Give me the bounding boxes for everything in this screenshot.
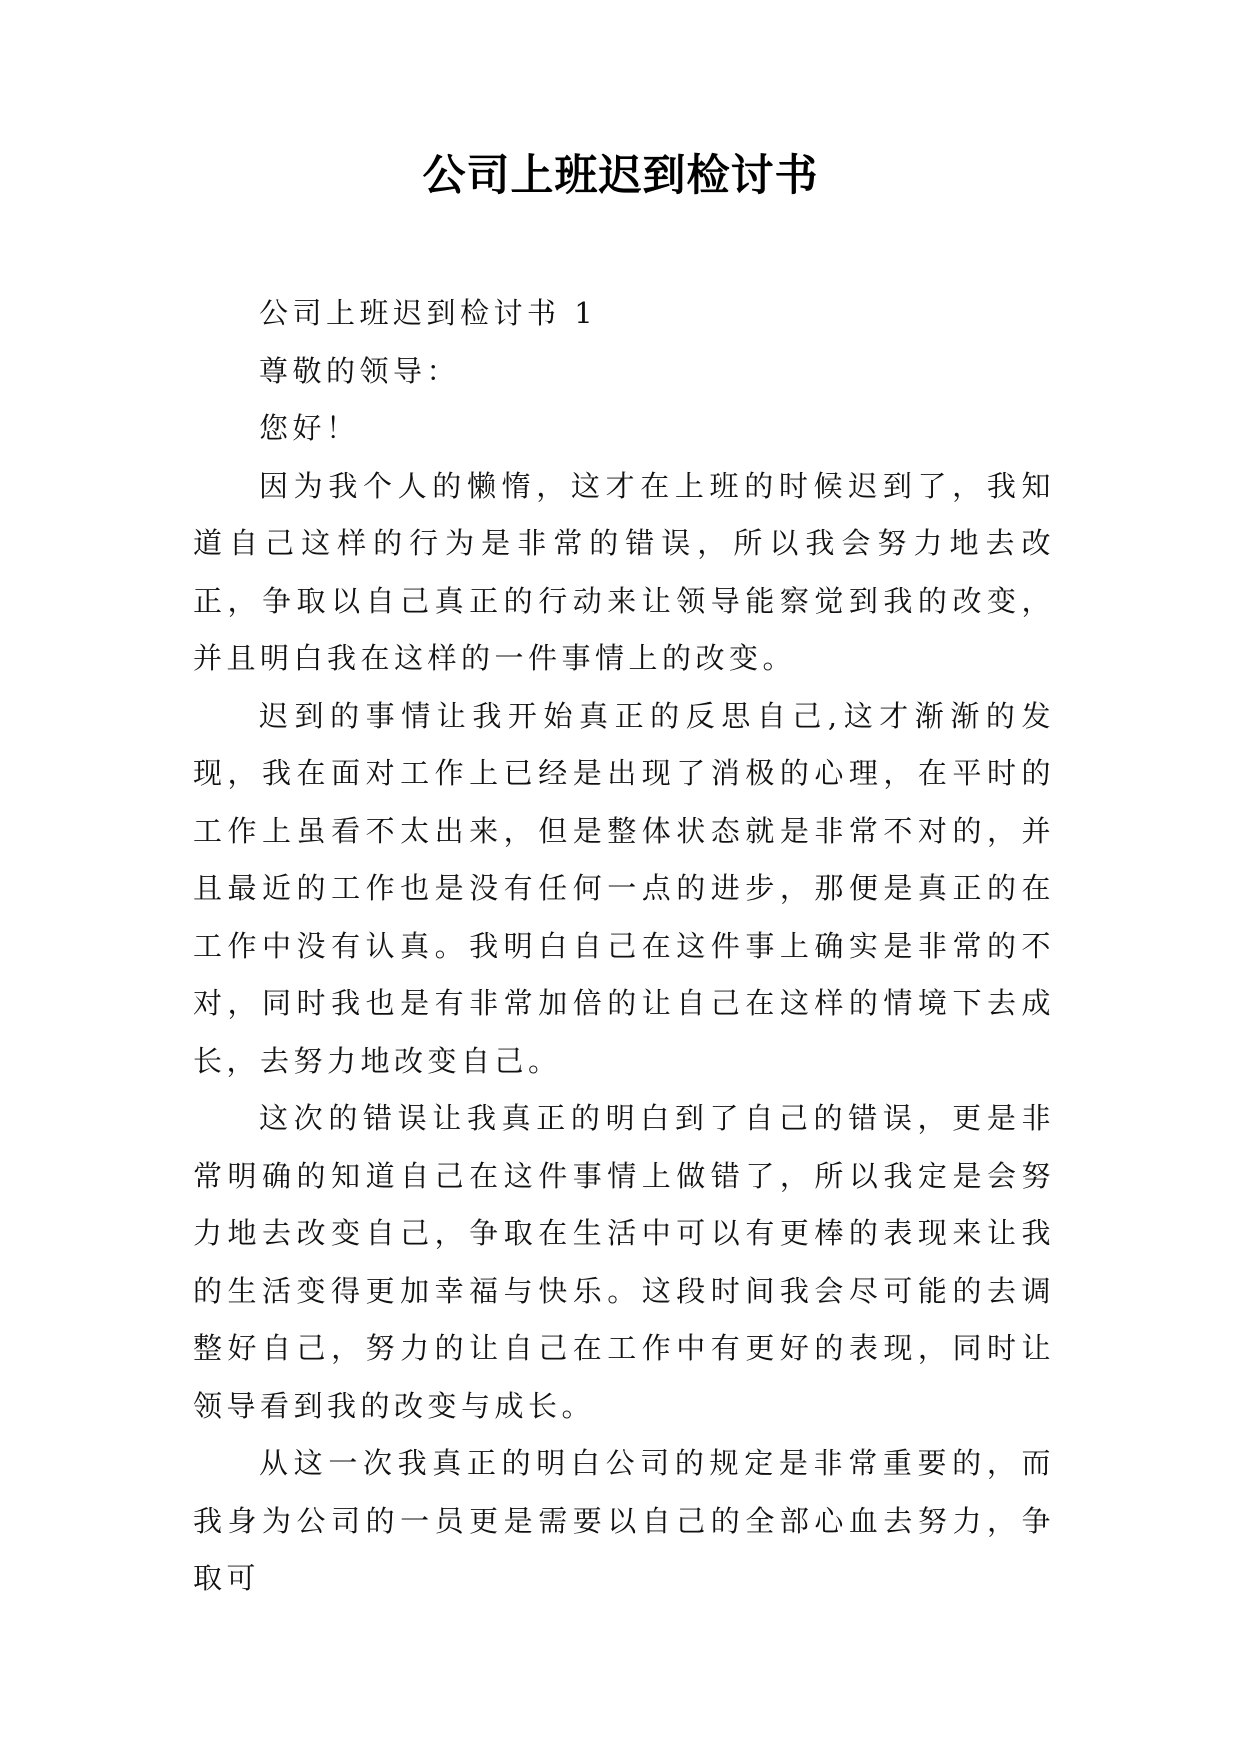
body-paragraph: 这次的错误让我真正的明白到了自己的错误，更是非常明确的知道自己在这件事情上做错了，所以我定是会努力地去改变自己，争取在生活中可以有更棒的表现来让我的生活变得更加幸福与快乐。这段时间我会尽可能的去调整好自己，努力的让自己在工作中有更好的表现，同时让领导看到我的改变与成长。 [193,1101,1055,1423]
document-body [193,285,1055,1608]
body-paragraph: 从这一次我真正的明白公司的规定是非常重要的，而我身为公司的一员更是需要以自己的全部心血去努力，争取可 [193,1446,1055,1595]
section-heading: 公司上班迟到检讨书 1 [259,296,598,330]
greeting: 您好！ [259,411,360,445]
body-paragraph: 迟到的事情让我开始真正的反思自己,这才渐渐的发现，我在面对工作上已经是出现了消极的心理，在平时的工作上虽看不太出来，但是整体状态就是非常不对的，并且最近的工作也是没有任何一点的进步，那便是真正的在工作中没有认真。我明白自己在这件事上确实是非常的不对，同时我也是有非常加倍的让自己在这样的情境下去成长，去努力地改变自己。 [193,698,1055,1078]
salutation: 尊敬的领导： [259,353,461,388]
body-paragraph: 因为我个人的懒惰，这才在上班的时候迟到了，我知道自己这样的行为是非常的错误，所以我会努力地去改正，争取以自己真正的行动来让领导能察觉到我的改变，并且明白我在这样的一件事情上的改变。 [193,468,1055,675]
document-title: 公司上班迟到检讨书 [422,151,819,201]
